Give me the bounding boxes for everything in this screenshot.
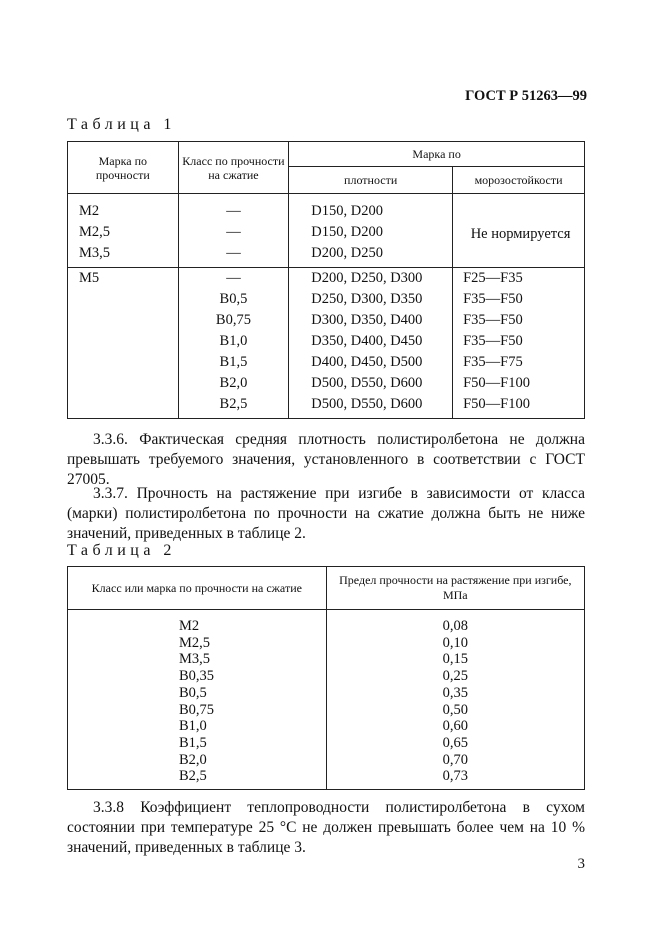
table-row [68, 768, 585, 789]
cell-class: В0,75 [178, 310, 289, 331]
cell-density: D250, D300, D350 [289, 289, 453, 310]
cell-density: D400, D450, D500 [289, 352, 453, 373]
table-row [68, 651, 585, 668]
cell-density: D350, D400, D450 [289, 331, 453, 352]
cell-strength: 0,50 [326, 702, 584, 719]
table-row [68, 394, 585, 419]
table2-caption: Таблица 2 [67, 542, 176, 559]
document-standard-header: ГОСТ Р 51263—99 [465, 88, 587, 104]
cell-frost: F35—F50 [453, 331, 585, 352]
cell-class: — [178, 243, 289, 268]
cell-class: — [178, 222, 289, 243]
cell-strength: 0,10 [326, 635, 584, 652]
cell-class: М3,5 [68, 651, 327, 668]
table-row [68, 289, 585, 310]
cell-class: — [178, 194, 289, 223]
table-row [68, 702, 585, 719]
cell-strength: 0,15 [326, 651, 584, 668]
cell-class: В1,5 [68, 735, 327, 752]
cell-class: В1,0 [178, 331, 289, 352]
table1-caption: Таблица 1 [67, 116, 176, 133]
cell-grade: М3,5 [68, 243, 179, 268]
table-row [68, 718, 585, 735]
paragraph-3-3-7: 3.3.7. Прочность на растяжение при изгибе в зависимости от класса (марки) полистиролбетона по прочности на сжатие должна быть не ниже значений, приведенных в таблице 2. [67, 485, 585, 542]
cell-class: — [178, 268, 289, 290]
table-row [68, 610, 585, 635]
cell-strength: 0,60 [326, 718, 584, 735]
cell-class: В0,75 [68, 702, 327, 719]
paragraph-3-3-8: 3.3.8 Коэффициент теплопроводности полистиролбетона в сухом состоянии при температуре 25 °С не должен превышать более чем на 10 % значений, приведенных в таблице 3. [67, 799, 585, 856]
cell-frost: F50—F100 [453, 394, 585, 419]
col-header-frost: морозостойкости [453, 167, 585, 194]
cell-density: D150, D200 [289, 194, 453, 223]
cell-frost: F35—F75 [453, 352, 585, 373]
cell-density: D200, D250 [289, 243, 453, 268]
cell-class: В1,5 [178, 352, 289, 373]
cell-strength: 0,08 [326, 610, 584, 635]
cell-strength: 0,25 [326, 668, 584, 685]
cell-grade [68, 289, 179, 310]
cell-frost: F50—F100 [453, 373, 585, 394]
cell-class: В0,5 [178, 289, 289, 310]
page-number: 3 [577, 856, 585, 872]
cell-class: В2,5 [68, 768, 327, 789]
cell-class: В0,35 [68, 668, 327, 685]
col-header-density: плотности [289, 167, 453, 194]
col-header-grade: Марка по прочности [68, 142, 179, 194]
cell-class: В2,0 [178, 373, 289, 394]
cell-grade: М2 [68, 194, 179, 223]
table-flexural-strength [67, 566, 585, 790]
table-row [68, 635, 585, 652]
table-row [68, 752, 585, 769]
table-row [68, 194, 585, 223]
col-header-strength: Предел прочности на растяжение при изгибе, МПа [326, 567, 584, 610]
table-row [68, 373, 585, 394]
table-row [68, 735, 585, 752]
cell-grade [68, 373, 179, 394]
cell-strength: 0,73 [326, 768, 584, 789]
paragraph-3-3-6: 3.3.6. Фактическая средняя плотность полистиролбетона не должна превышать требуемого значения, установленного в соответствии с ГОСТ 27005. [67, 431, 585, 488]
cell-frost: F35—F50 [453, 310, 585, 331]
table-row [68, 668, 585, 685]
table-row [68, 331, 585, 352]
cell-frost: F35—F50 [453, 289, 585, 310]
cell-grade [68, 394, 179, 419]
table-row [68, 352, 585, 373]
col-header-mark-po: Марка по [289, 142, 585, 167]
table-row [68, 685, 585, 702]
table-row [68, 310, 585, 331]
cell-class: М2 [68, 610, 327, 635]
cell-grade [68, 331, 179, 352]
cell-density: D150, D200 [289, 222, 453, 243]
cell-class: В2,0 [68, 752, 327, 769]
cell-grade [68, 310, 179, 331]
cell-grade [68, 352, 179, 373]
cell-grade: М5 [68, 268, 179, 290]
cell-strength: 0,70 [326, 752, 584, 769]
col-header-class: Класс по прочности на сжатие [178, 142, 289, 194]
cell-class: М2,5 [68, 635, 327, 652]
table-row [68, 268, 585, 290]
cell-density: D300, D350, D400 [289, 310, 453, 331]
cell-density: D200, D250, D300 [289, 268, 453, 290]
cell-grade: М2,5 [68, 222, 179, 243]
col-header-class-or-grade: Класс или марка по прочности на сжатие [68, 567, 327, 610]
cell-frost: F25—F35 [453, 268, 585, 290]
cell-class: В2,5 [178, 394, 289, 419]
cell-strength: 0,65 [326, 735, 584, 752]
cell-class: В0,5 [68, 685, 327, 702]
cell-density: D500, D550, D600 [289, 373, 453, 394]
cell-density: D500, D550, D600 [289, 394, 453, 419]
cell-strength: 0,35 [326, 685, 584, 702]
cell-frost-merged: Не нормируется [453, 194, 585, 268]
cell-class: В1,0 [68, 718, 327, 735]
table-grade-density-frost [67, 141, 585, 419]
